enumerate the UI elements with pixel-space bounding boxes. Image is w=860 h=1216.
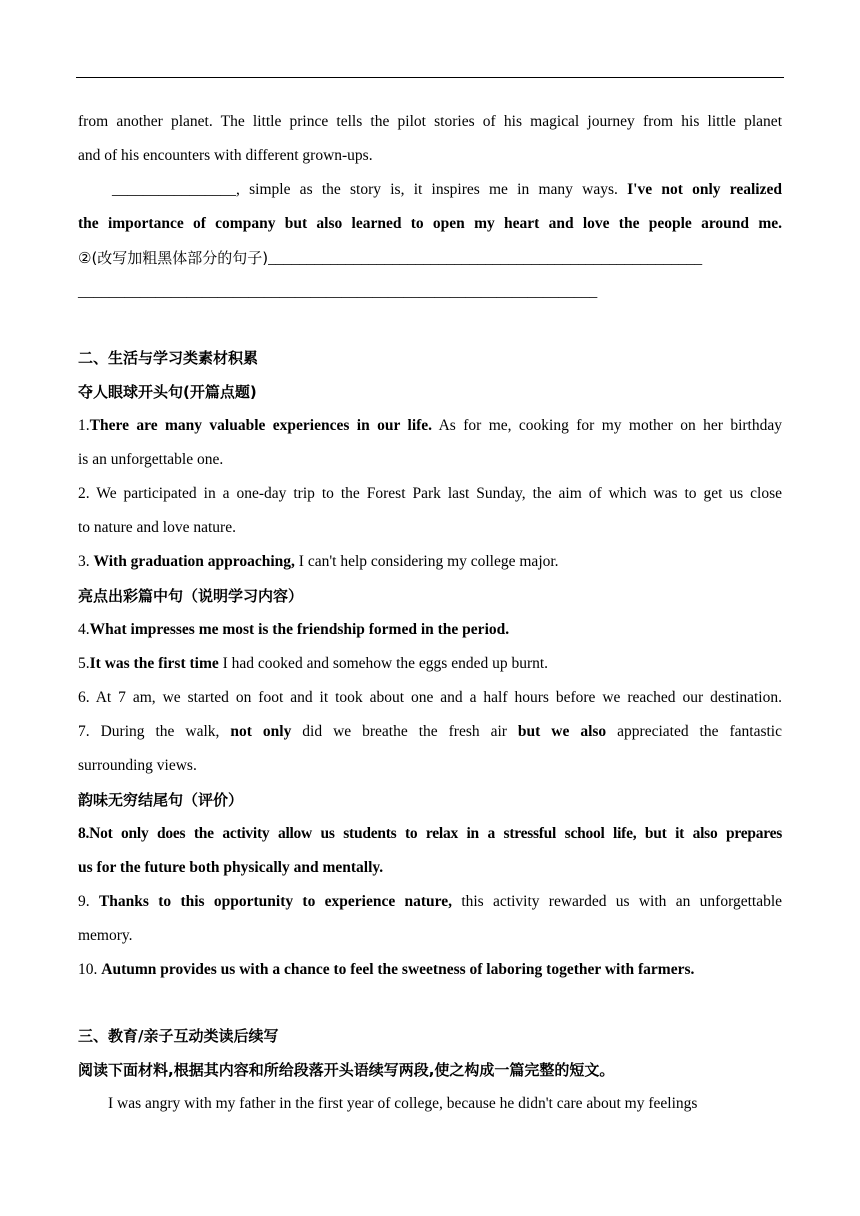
item-number: 10.: [78, 961, 102, 978]
list-item: [78, 552, 782, 572]
answer-line[interactable]: ___________________________________________________________________: [78, 283, 598, 300]
section-heading: 二、生活与学习类素材积累: [78, 349, 259, 367]
paragraph-line: from another planet. The little prince tells the pilot stories of his magical journey from his little planet: [78, 113, 782, 130]
list-item: [78, 416, 782, 436]
list-item: [78, 960, 782, 980]
paragraph-line: and of his encounters with different grown-ups.: [78, 147, 373, 164]
bold-text-run: Thanks to this opportunity to experience nature,: [98, 893, 453, 910]
subsection-heading: 夺人眼球开头句(开篇点题): [78, 383, 257, 401]
bold-text-run: but we also: [517, 723, 607, 740]
header-rule: [76, 77, 784, 78]
item-number: 9.: [78, 893, 99, 910]
paragraph-line: [78, 214, 782, 234]
item-number: 5.: [78, 655, 90, 672]
section-heading: 三、教育/亲子互动类读后续写: [78, 1027, 279, 1045]
rewrite-prompt-line: [78, 248, 782, 269]
bold-text-run: not only: [230, 723, 292, 740]
rewrite-instruction: ②(改写加粗黑体部分的句子): [78, 249, 269, 267]
fill-in-blank[interactable]: ________________: [112, 181, 236, 198]
list-item: 6. At 7 am, we started on foot and it took about one and a half hours before we reached our destination.: [78, 689, 782, 706]
text-run: this activity rewarded us with an unforgettable: [452, 893, 783, 910]
text-run: I had cooked and somehow the eggs ended up burnt.: [218, 655, 549, 672]
item-number: 1.: [78, 417, 90, 434]
bold-text-run: Autumn provides us with a chance to feel the sweetness of laboring together with farmers.: [101, 961, 695, 978]
list-item: [78, 620, 782, 640]
list-item-continuation: surrounding views.: [78, 757, 197, 774]
item-number: 4.: [78, 621, 90, 638]
item-number: 3.: [78, 553, 94, 570]
list-item: 8.Not only does the activity allow us students to relax in a stressful school life, but it also prepares: [78, 825, 782, 842]
paragraph-line: [78, 180, 782, 200]
list-item-continuation: memory.: [78, 927, 133, 944]
text-run: did we breathe the fresh air: [291, 723, 518, 740]
list-item-continuation: us for the future both physically and mentally.: [78, 859, 384, 876]
subsection-heading: 亮点出彩篇中句（说明学习内容）: [78, 587, 304, 605]
text-run: , simple as the story is, it inspires me in many ways.: [236, 181, 628, 198]
text-run: I can't help considering my college major.: [294, 553, 559, 570]
bold-text-run: What impresses me most is the friendship formed in the period.: [89, 621, 510, 638]
bold-text-run: There are many valuable experiences in our life.: [89, 417, 433, 434]
text-run: 7. During the walk,: [78, 723, 231, 740]
instruction-text: 阅读下面材料,根据其内容和所给段落开头语续写两段,使之构成一篇完整的短文。: [78, 1061, 615, 1079]
bold-text-run: I've not only realized: [627, 181, 782, 198]
subsection-heading: 韵味无穷结尾句（评价）: [78, 791, 244, 809]
list-item: [78, 722, 782, 742]
list-item-continuation: is an unforgettable one.: [78, 451, 224, 468]
bold-text-run: the importance of company but also learned to open my heart and love the people around me.: [78, 215, 782, 232]
list-item: [78, 892, 782, 912]
bold-text-run: It was the first time: [89, 655, 219, 672]
list-item: [78, 654, 782, 674]
list-item: 2. We participated in a one-day trip to the Forest Park last Sunday, the aim of which was to get us close: [78, 485, 782, 502]
text-run: As for me, cooking for my mother on her birthday: [432, 417, 782, 434]
text-run: appreciated the fantastic: [606, 723, 782, 740]
list-item-continuation: to nature and love nature.: [78, 519, 236, 536]
answer-line[interactable]: ________________________________________________________: [268, 250, 703, 267]
bold-text-run: With graduation approaching,: [93, 553, 295, 570]
story-paragraph-line: I was angry with my father in the first year of college, because he didn't care about my feelings: [108, 1095, 698, 1112]
